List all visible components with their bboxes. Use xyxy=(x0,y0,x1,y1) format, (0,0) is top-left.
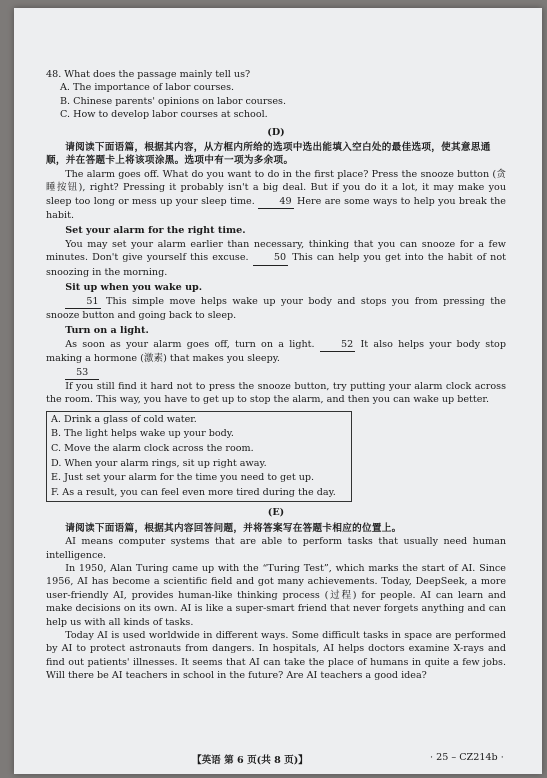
paragraph-turn-on-light xyxy=(46,338,506,366)
box-option-b: B. The light helps wake up your body. xyxy=(51,428,234,440)
question-48-option-a: A. The importance of labor courses. xyxy=(60,82,235,94)
paragraph-sit-up xyxy=(46,295,506,323)
box-option-d: D. When your alarm rings, sit up right away. xyxy=(51,457,267,469)
section-e-paragraph-1: AI means computer systems that are able to perform tasks that usually need human intelligence. xyxy=(46,536,506,561)
blank-53: 53 xyxy=(65,366,99,380)
heading-set-alarm: Set your alarm for the right time. xyxy=(65,225,246,237)
question-48-option-c: C. How to develop labor courses at school. xyxy=(60,109,268,121)
light-text-1: As soon as your alarm goes off, turn on a light. xyxy=(65,338,315,350)
box-option-c: C. Move the alarm clock across the room. xyxy=(51,442,254,454)
box-option-a: A. Drink a glass of cold water. xyxy=(51,413,197,425)
section-d-label: (D) xyxy=(267,126,285,138)
box-option-f: F. As a result, you can feel even more tired during the day. xyxy=(51,486,336,498)
section-e-label: (E) xyxy=(267,507,285,519)
question-48-stem: 48. What does the passage mainly tell us? xyxy=(46,69,251,80)
page-number: 【英语 第 6 页(共 8 页)】 xyxy=(192,755,308,766)
blank-52: 52 xyxy=(320,338,355,352)
paragraph-alarm-across-room: If you still find it hard not to press the snooze button, try putting your alarm clock across the room. This way, you have to get up to stop the alarm, and then you can wake up better. xyxy=(46,380,506,406)
light-text-2: It also helps your body stop making a hormone (激素) that makes you sleepy. xyxy=(46,338,506,365)
paragraph-set-alarm xyxy=(46,238,506,279)
page-content xyxy=(46,68,506,683)
blank-49: 49 xyxy=(258,195,293,209)
heading-turn-on-light: Turn on a light. xyxy=(65,325,149,337)
section-d-intro xyxy=(46,168,506,223)
question-48-option-b: B. Chinese parents' opinions on labor courses. xyxy=(60,95,287,107)
set-alarm-text-1: You may set your alarm earlier than necessary, thinking that you can snooze for a few minutes. Don't give yourself this excuse. xyxy=(46,238,506,264)
section-d-instruction: 请阅读下面语篇，根据其内容，从方框内所给的选项中选出能填入空白处的最佳选项，使其意思通顺，并在答题卡上将该项涂黑。选项中有一项为多余项。 xyxy=(46,142,491,167)
section-e-paragraph-2: In 1950, Alan Turing came up with the “Turing Test”, which marks the start of AI. Since 1956, AI has become a scientific field and got many achievements. Today, DeepSeek, a more user-friendly AI, provides human-like thinking process (过程) for people. AI can learn and make decisions on its own. AI is like a super-smart friend that never forgets anything and can help us with all kinds of tasks. xyxy=(46,562,506,628)
section-e-paragraph-3: Today AI is used worldwide in different ways. Some difficult tasks in space are performed by AI to protect astronauts from dangers. In hospitals, AI helps doctors examine X-rays and find out patients' illnesses. It seems that AI can take the place of humans in quite a few jobs. Will there be AI teachers in school in the future? Are AI teachers a good idea? xyxy=(46,629,506,682)
sit-up-text: This simple move helps wake up your body and stops you from pressing the snooze button and going back to sleep. xyxy=(46,295,506,321)
blank-51: 51 xyxy=(65,295,100,309)
set-alarm-text-2: This can help you get into the habit of not snoozing in the morning. xyxy=(46,252,506,278)
intro-text-1: The alarm goes off. What do you want to do in the first place? Press the snooze button (贪睡按钮), right? Pressing it probably isn't a big deal. But if you do it a lot, it may make you sleep too long or mess up your sleep time. xyxy=(46,168,506,207)
blank-53-line xyxy=(65,366,506,380)
paper-code: · 25 – CZ214b · xyxy=(430,752,504,763)
blank-50: 50 xyxy=(253,251,288,265)
intro-text-2: Here are some ways to help you break the habit. xyxy=(46,195,506,222)
heading-sit-up: Sit up when you wake up. xyxy=(65,282,203,294)
box-option-e: E. Just set your alarm for the time you need to get up. xyxy=(51,472,315,484)
section-e-instruction: 请阅读下面语篇，根据其内容回答问题，并将答案写在答题卡相应的位置上。 xyxy=(65,522,402,534)
exam-page xyxy=(14,8,542,774)
options-box xyxy=(46,411,352,503)
